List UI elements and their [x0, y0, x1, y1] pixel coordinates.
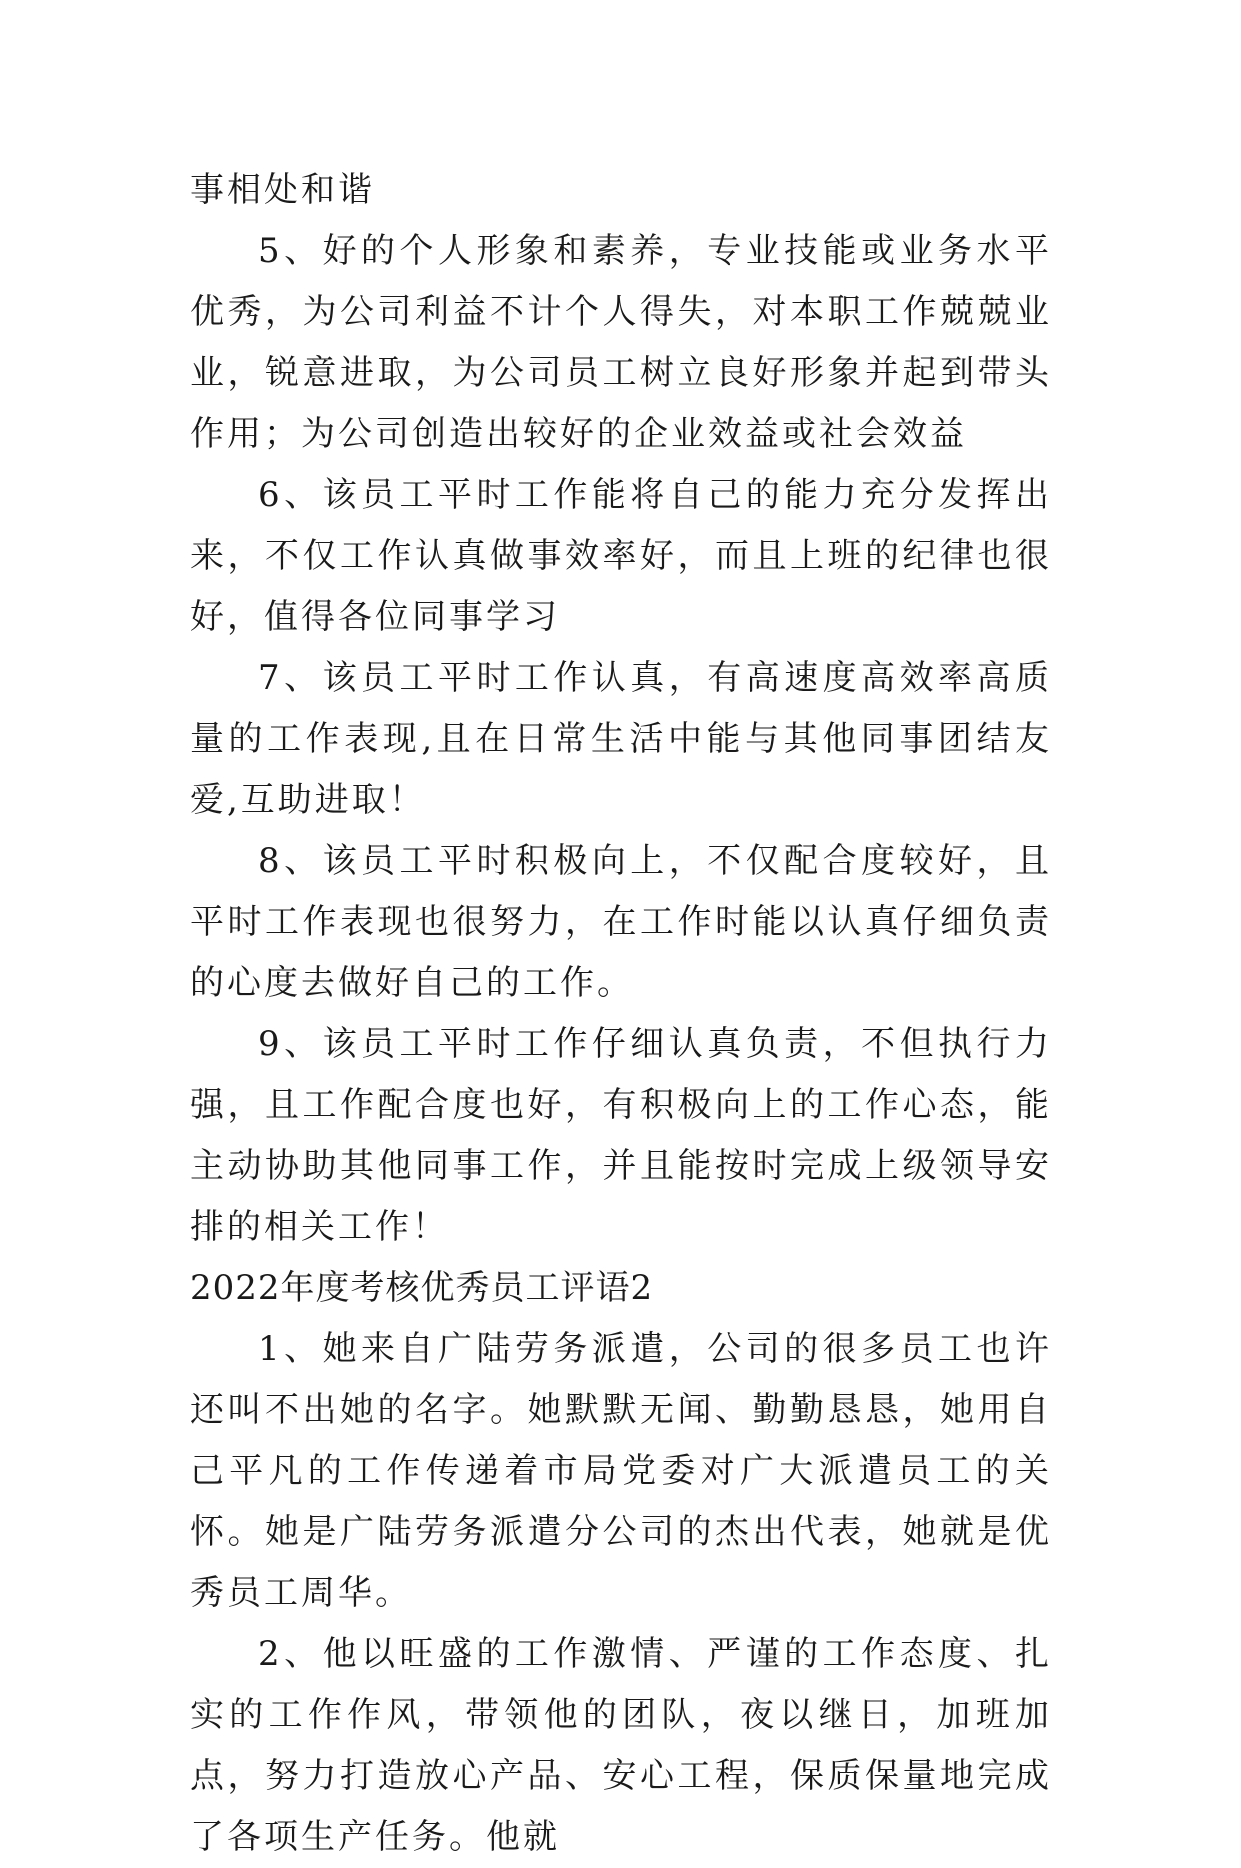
paragraph-comment-5: 5、好的个人形象和素养，专业技能或业务水平优秀，为公司利益不计个人得失，对本职工作兢兢业业，锐意进取，为公司员工树立良好形象并起到带头作用；为公司创造出较好的企业效益或社会效益 — [190, 231, 1052, 454]
section-heading: 2022年度考核优秀员工评语2 — [190, 1268, 654, 1308]
paragraph-comment-9: 9、该员工平时工作仔细认真负责，不但执行力强，且工作配合度也好，有积极向上的工作心态，能主动协助其他同事工作，并且能按时完成上级领导安排的相关工作！ — [190, 1024, 1052, 1247]
paragraph-continuation: 事相处和谐 — [190, 170, 375, 210]
paragraph-comment-8: 8、该员工平时积极向上，不仅配合度较好，且平时工作表现也很努力，在工作时能以认真仔细负责的心度去做好自己的工作。 — [190, 841, 1052, 1003]
document-body — [190, 160, 1052, 1868]
paragraph-comment-2: 2、他以旺盛的工作激情、严谨的工作态度、扎实的工作作风，带领他的团队，夜以继日，加班加点，努力打造放心产品、安心工程，保质保量地完成了各项生产任务。他就 — [190, 1634, 1052, 1857]
paragraph-comment-7: 7、该员工平时工作认真，有高速度高效率高质量的工作表现,且在日常生活中能与其他同事团结友爱,互助进取！ — [190, 658, 1052, 820]
paragraph-comment-1: 1、她来自广陆劳务派遣，公司的很多员工也许还叫不出她的名字。她默默无闻、勤勤恳恳，她用自己平凡的工作传递着市局党委对广大派遣员工的关怀。她是广陆劳务派遣分公司的杰出代表，她就是优秀员工周华。 — [190, 1329, 1052, 1613]
paragraph-comment-6: 6、该员工平时工作能将自己的能力充分发挥出来，不仅工作认真做事效率好，而且上班的纪律也很好，值得各位同事学习 — [190, 475, 1052, 637]
